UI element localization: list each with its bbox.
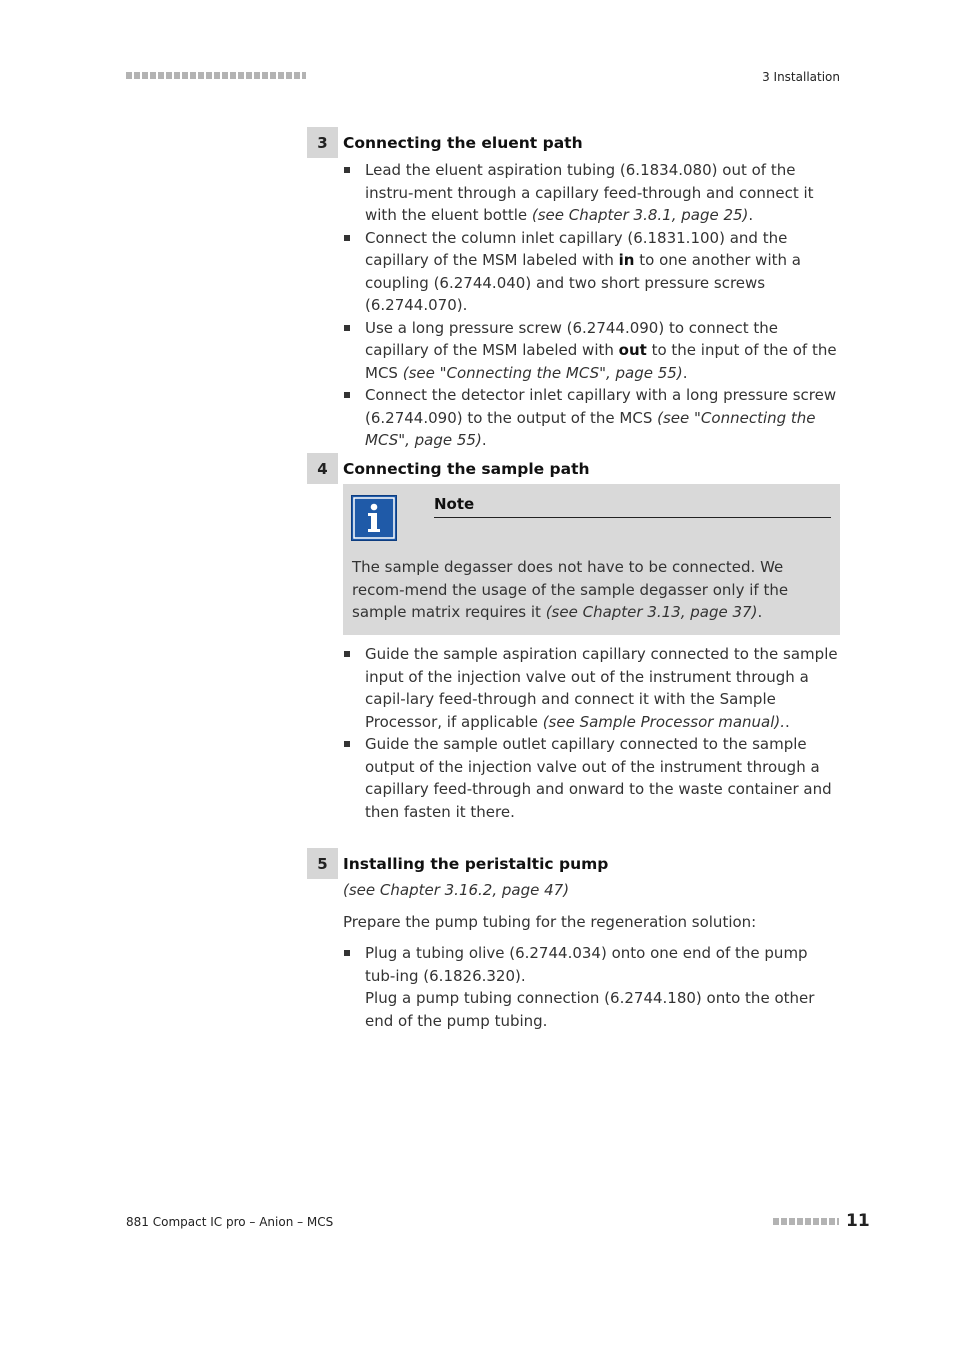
step-body	[343, 879, 840, 1032]
list-item: Plug a tubing olive (6.2744.034) onto one end of the pump tub-ing (6.1826.320). Plug a pump tubing connection (6.2744.180) onto the other end of the pump tubing.	[343, 942, 840, 1032]
bullet-list	[343, 643, 840, 823]
bullet-list	[343, 942, 840, 1032]
step-intro: Prepare the pump tubing for the regeneration solution:	[343, 912, 757, 931]
list-item: Use a long pressure screw (6.2744.090) to connect the capillary of the MSM labeled with out to the input of the of the MCS (see "Connecting the MCS", page 55).	[343, 317, 840, 385]
step-reference: (see Chapter 3.16.2, page 47)	[343, 881, 570, 899]
step-heading	[307, 453, 840, 484]
header-dot-rule	[126, 72, 306, 79]
step-number: 3	[307, 127, 338, 158]
list-item: Connect the detector inlet capillary with a long pressure screw (6.2744.090) to the output of the MCS (see "Connecting the MCS", page 55).	[343, 384, 840, 452]
note-box	[343, 484, 840, 635]
step-title: Connecting the sample path	[343, 459, 590, 478]
info-icon	[351, 495, 397, 541]
step-number: 5	[307, 848, 338, 879]
list-item: Connect the column inlet capillary (6.1831.100) and the capillary of the MSM labeled with in to one another with a coupling (6.2744.040) and two short pressure screws (6.2744.070).	[343, 227, 840, 317]
step-4	[307, 453, 840, 823]
list-item: Lead the eluent aspiration tubing (6.1834.080) out of the instru-ment through a capillary feed-through and connect it with the eluent bottle (see Chapter 3.8.1, page 25).	[343, 159, 840, 227]
step-heading	[307, 848, 840, 879]
list-item: Guide the sample aspiration capillary connected to the sample input of the injection valve out of the instrument through a capil-lary feed-through and connect it with the Sample Processor, if applicable (see Sample Processor manual)..	[343, 643, 840, 733]
header-chapter: 3 Installation	[762, 70, 840, 84]
page-number: 11	[846, 1211, 870, 1231]
step-body	[343, 484, 840, 823]
note-label: Note	[434, 493, 831, 518]
step-title: Installing the peristaltic pump	[343, 854, 609, 873]
step-5	[307, 848, 840, 1032]
step-heading	[307, 127, 840, 158]
step-number: 4	[307, 453, 338, 484]
bullet-list	[343, 159, 840, 452]
step-body	[343, 159, 840, 452]
list-item: Guide the sample outlet capillary connected to the sample output of the injection valve out of the instrument through a capillary feed-through and onward to the waste container and then fasten it there.	[343, 733, 840, 823]
step-3	[307, 127, 840, 452]
note-text: The sample degasser does not have to be connected. We recom-mend the usage of the sample degasser only if the sample matrix requires it (see Chapter 3.13, page 37).	[352, 558, 789, 621]
step-title: Connecting the eluent path	[343, 133, 583, 152]
footer-dot-rule	[773, 1218, 839, 1225]
footer-title: 881 Compact IC pro – Anion – MCS	[126, 1215, 334, 1229]
